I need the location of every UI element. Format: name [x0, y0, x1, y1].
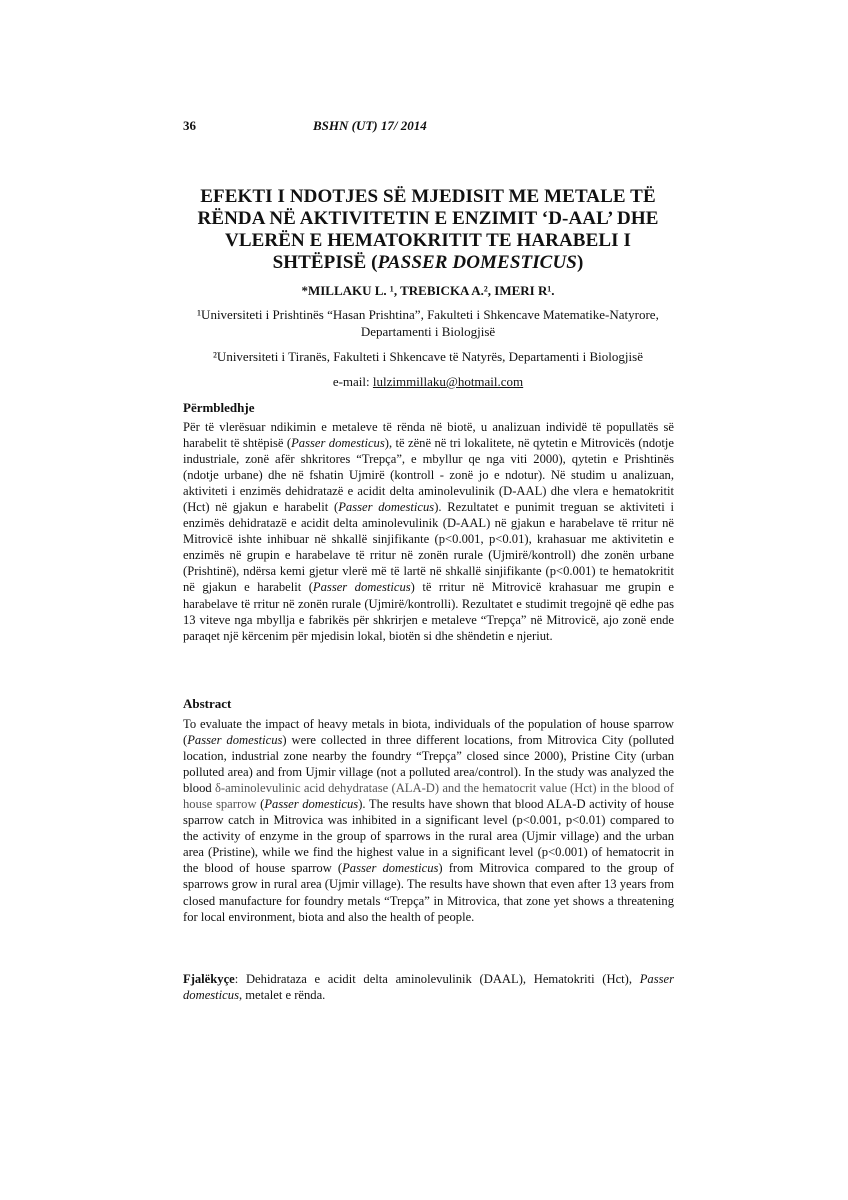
title-main: EFEKTI I NDOTJES SË MJEDISIT ME METALE TË RËNDA NË AKTIVITETIN E ENZIMIT ‘D-AAL’ DHE VLERËN E HEMATOKRITIT TE HARABELI I SHTËPISË (: [197, 186, 659, 273]
email-label: e-mail:: [332, 374, 373, 389]
keywords-text-1: : Dehidrataza e acidit delta aminolevulinik (DAAL), Hematokriti (Hct),: [234, 972, 640, 986]
perm-species-1: Passer domesticus: [291, 436, 385, 451]
keywords-label: Fjalëkyçe: [183, 972, 235, 986]
paper-title: [180, 186, 676, 274]
journal-name: BSHN (UT) 17/ 2014: [313, 118, 427, 133]
perm-species-2: Passer domesticus: [338, 500, 435, 515]
affiliation-1: ¹Universiteti i Prishtinës “Hasan Prishtina”, Fakulteti i Shkencave Matematike-Natyrore, Departamenti i Biologjisë: [197, 307, 659, 339]
abs-text-4: ) from Mitrovica compared to the group of sparrows grow in rural area (Ujmir village). The results have shown that even after 13 years from closed manufacture for foundry metals “Trepça” in Mitrovica, that zone yet shows a threatening for local environment, biota and also the health of people.: [183, 861, 674, 924]
permbledhje-body: [183, 419, 674, 644]
abstract-heading: Abstract: [183, 696, 232, 711]
title-species: PASSER DOMESTICUS: [377, 252, 577, 273]
perm-text-4: ) të rritur në Mitrovicë krahasuar me grupin e harabelave të rritur në zonën rurale (Ujmirë/kontrolli). Rezultatet e studimit tregojnë që edhe pas 13 viteve nga mbyllja e fabrikës për shkrirjen e metaleve “Trepça” në Mitrovicë, ajo zonë ende paraqet një kërcenim për mjedisin lokal, biotën si dhe shëndetin e njeriut.: [183, 580, 674, 643]
abs-text-1: To evaluate the impact of heavy metals in biota, individuals of the population of house sparrow (: [183, 717, 674, 748]
page-number: 36: [183, 118, 196, 133]
abstract-body: [183, 716, 674, 925]
perm-text-3: ). Rezultatet e punimit treguan se aktiviteti i enzimës dehidratazë e acidit delta aminolevulinik (D-AAL) në gjakun e harabelave të rritur në Mitrovicë ishte inhibuar në shkallë sinjifikante (p<0.001, p<0.01), krahasuar me aktivitetin e enzimës në grupin e harabelave të rritur në zonën rurale (Ujmirë/kontroll) dhe zonën urbane (Prishtinë), ndërsa kemi gjetur vlerë më të lartë në shkallë sinjifikante (p<0.001) te hematokritit në gjakun e harabelit (: [183, 500, 674, 595]
perm-text-2: ), të zënë në tri lokalitete, në qytetin e Mitrovicës (ndotje industriale, zonë afër shkritores “Trepça”, e mbyllur qe nga viti 2000), qytetin e Prishtinës (ndotje urbane) dhe në fshatin Ujmirë (kontroll - zonë jo e ndotur). Në studim u analizuan, aktiviteti i enzimës dehidratazë e acidit delta aminolevulinik (D-AAL) dhe vlera e hematokritit (Hct) në gjakun e harabelit (: [183, 436, 674, 515]
title-close: ): [576, 252, 584, 273]
abs-text-3: ). The results have shown that blood ALA-D activity of house sparrow catch in Mitrovica was inhibited in a significant level (p<0.001, p<0.01) compared to the activity of enzyme in the group of sparrows in the rural area (Ujmir village) and the urban area (Pristine), while we find the highest value in a significant level (p<0.001) of hematocrit in the blood of house sparrow (: [183, 797, 675, 876]
permbledhje-heading: Përmbledhje: [183, 400, 255, 415]
abs-text-2b: δ-aminolevulinic acid dehydratase (ALA-D) and the hematocrit value (Hct) in the blood of house sparrow: [183, 781, 674, 812]
email-line: [180, 374, 676, 390]
keywords: [183, 971, 674, 1003]
perm-text-1: Për të vlerësuar ndikimin e metaleve të rënda në biotë, u analizuan individë të popullatës së harabelit të shtëpisë (: [183, 420, 674, 451]
abs-text-2c: (: [256, 797, 265, 812]
authors: *MILLAKU L. ¹, TREBICKA A.², IMERI R¹.: [301, 283, 555, 298]
perm-species-3: Passer domesticus: [312, 580, 411, 595]
abs-text-2: ) were collected in three different locations, from Mitrovica City (polluted location, industrial zone nearby the foundry “Trepça” closed since 2000), Pristine City (urban polluted area) and from Ujmir village (not a polluted area/control). In the study was analyzed the blood: [183, 733, 674, 796]
abs-species-1: Passer domesticus: [187, 733, 283, 748]
email-link[interactable]: lulzimmillaku@hotmail.com: [372, 374, 524, 389]
affiliation-2: ²Universiteti i Tiranës, Fakulteti i Shkencave të Natyrës, Departamenti i Biologjisë: [213, 349, 643, 364]
keywords-species: Passer domesticus: [183, 972, 674, 1003]
abs-species-3: Passer domesticus: [342, 861, 439, 876]
abs-species-2: Passer domesticus: [264, 797, 359, 812]
keywords-text-2: , metalet e rënda.: [238, 988, 326, 1003]
